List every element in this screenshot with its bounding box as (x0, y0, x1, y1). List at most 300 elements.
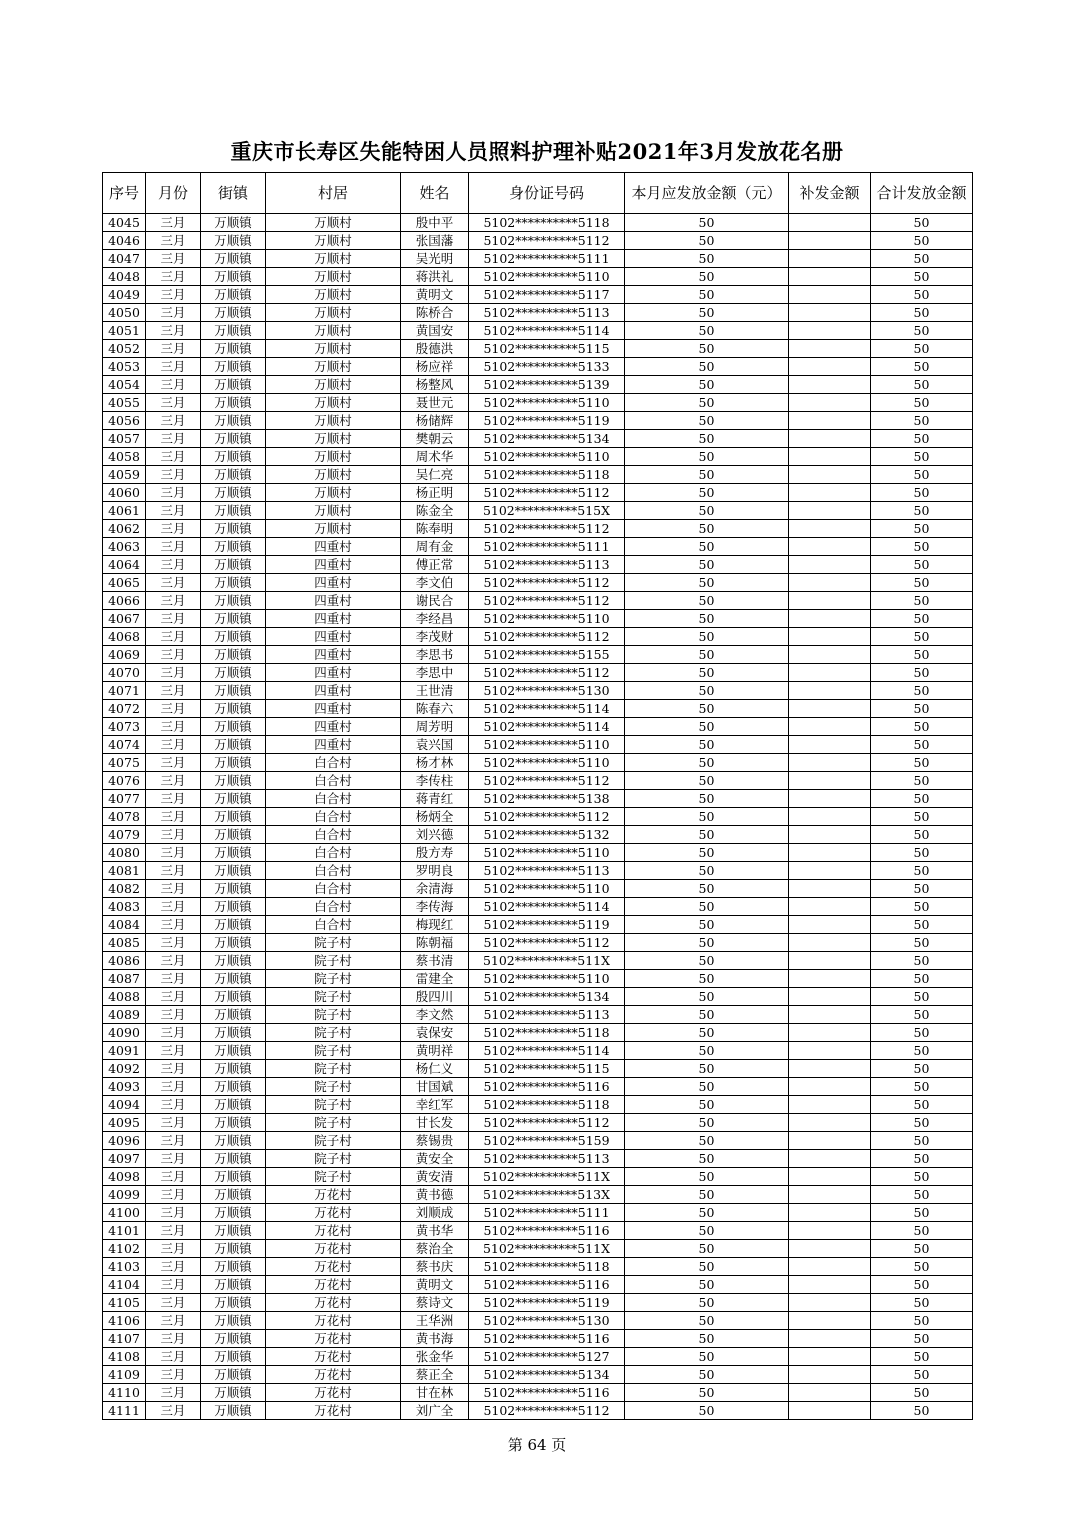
cell-name: 蒋洪礼 (401, 268, 469, 286)
cell-month: 三月 (146, 718, 201, 736)
cell-index: 4049 (103, 286, 146, 304)
cell-month: 三月 (146, 1204, 201, 1222)
cell-total-amount: 50 (871, 466, 973, 484)
cell-town: 万顺镇 (201, 1150, 266, 1168)
cell-back-pay (789, 1204, 871, 1222)
cell-index: 4102 (103, 1240, 146, 1258)
table-row (103, 1330, 973, 1348)
cell-id-number: 5102**********5112 (469, 520, 625, 538)
cell-total-amount: 50 (871, 1402, 973, 1420)
table-row (103, 556, 973, 574)
cell-name: 蔡书清 (401, 952, 469, 970)
cell-month: 三月 (146, 1096, 201, 1114)
cell-index: 4111 (103, 1402, 146, 1420)
cell-month: 三月 (146, 1276, 201, 1294)
cell-back-pay (789, 646, 871, 664)
cell-name: 蔡书庆 (401, 1258, 469, 1276)
cell-name: 陈朝福 (401, 934, 469, 952)
cell-village: 万顺村 (266, 358, 401, 376)
cell-name: 张金华 (401, 1348, 469, 1366)
cell-monthly-amount: 50 (625, 286, 789, 304)
cell-month: 三月 (146, 1222, 201, 1240)
cell-village: 四重村 (266, 574, 401, 592)
cell-total-amount: 50 (871, 772, 973, 790)
cell-back-pay (789, 1384, 871, 1402)
cell-name: 杨应祥 (401, 358, 469, 376)
cell-month: 三月 (146, 250, 201, 268)
table-row (103, 1096, 973, 1114)
table-row (103, 1006, 973, 1024)
cell-month: 三月 (146, 754, 201, 772)
cell-village: 院子村 (266, 1006, 401, 1024)
cell-id-number: 5102**********515X (469, 502, 625, 520)
cell-village: 白合村 (266, 898, 401, 916)
cell-town: 万顺镇 (201, 934, 266, 952)
cell-monthly-amount: 50 (625, 988, 789, 1006)
cell-village: 院子村 (266, 1132, 401, 1150)
cell-id-number: 5102**********5113 (469, 556, 625, 574)
cell-monthly-amount: 50 (625, 1186, 789, 1204)
cell-monthly-amount: 50 (625, 682, 789, 700)
cell-town: 万顺镇 (201, 970, 266, 988)
cell-index: 4082 (103, 880, 146, 898)
cell-monthly-amount: 50 (625, 1132, 789, 1150)
table-row (103, 232, 973, 250)
cell-town: 万顺镇 (201, 502, 266, 520)
cell-back-pay (789, 1276, 871, 1294)
cell-name: 黄书海 (401, 1330, 469, 1348)
cell-id-number: 5102**********5113 (469, 304, 625, 322)
cell-total-amount: 50 (871, 340, 973, 358)
cell-town: 万顺镇 (201, 1132, 266, 1150)
cell-id-number: 5102**********5112 (469, 808, 625, 826)
cell-month: 三月 (146, 682, 201, 700)
cell-back-pay (789, 628, 871, 646)
table-header-row (103, 173, 973, 214)
cell-back-pay (789, 520, 871, 538)
cell-monthly-amount: 50 (625, 1402, 789, 1420)
cell-monthly-amount: 50 (625, 610, 789, 628)
cell-name: 雷建全 (401, 970, 469, 988)
cell-back-pay (789, 1294, 871, 1312)
cell-index: 4098 (103, 1168, 146, 1186)
cell-monthly-amount: 50 (625, 1042, 789, 1060)
cell-monthly-amount: 50 (625, 844, 789, 862)
cell-town: 万顺镇 (201, 952, 266, 970)
cell-id-number: 5102**********5112 (469, 484, 625, 502)
cell-town: 万顺镇 (201, 826, 266, 844)
cell-village: 万花村 (266, 1294, 401, 1312)
cell-town: 万顺镇 (201, 1294, 266, 1312)
cell-month: 三月 (146, 394, 201, 412)
cell-village: 院子村 (266, 1168, 401, 1186)
cell-name: 蔡正全 (401, 1366, 469, 1384)
cell-total-amount: 50 (871, 970, 973, 988)
cell-id-number: 5102**********5111 (469, 1204, 625, 1222)
cell-monthly-amount: 50 (625, 268, 789, 286)
cell-id-number: 5102**********5114 (469, 322, 625, 340)
cell-name: 蔡诗文 (401, 1294, 469, 1312)
cell-village: 万花村 (266, 1258, 401, 1276)
cell-id-number: 5102**********5116 (469, 1222, 625, 1240)
cell-id-number: 5102**********5134 (469, 430, 625, 448)
table-row (103, 1240, 973, 1258)
cell-back-pay (789, 1240, 871, 1258)
cell-total-amount: 50 (871, 880, 973, 898)
cell-town: 万顺镇 (201, 772, 266, 790)
cell-total-amount: 50 (871, 682, 973, 700)
cell-name: 樊朝云 (401, 430, 469, 448)
cell-monthly-amount: 50 (625, 1150, 789, 1168)
table-row (103, 844, 973, 862)
cell-back-pay (789, 1186, 871, 1204)
cell-month: 三月 (146, 1024, 201, 1042)
cell-index: 4095 (103, 1114, 146, 1132)
cell-name: 幸红军 (401, 1096, 469, 1114)
table-row (103, 826, 973, 844)
cell-back-pay (789, 556, 871, 574)
cell-monthly-amount: 50 (625, 1060, 789, 1078)
cell-village: 院子村 (266, 970, 401, 988)
cell-monthly-amount: 50 (625, 1204, 789, 1222)
table-row (103, 502, 973, 520)
cell-name: 黄书德 (401, 1186, 469, 1204)
cell-total-amount: 50 (871, 1258, 973, 1276)
cell-town: 万顺镇 (201, 862, 266, 880)
cell-name: 刘兴德 (401, 826, 469, 844)
cell-total-amount: 50 (871, 1186, 973, 1204)
cell-monthly-amount: 50 (625, 1384, 789, 1402)
cell-back-pay (789, 1006, 871, 1024)
cell-name: 周芳明 (401, 718, 469, 736)
cell-village: 白合村 (266, 754, 401, 772)
cell-total-amount: 50 (871, 1042, 973, 1060)
cell-total-amount: 50 (871, 286, 973, 304)
cell-name: 李思中 (401, 664, 469, 682)
cell-id-number: 5102**********5111 (469, 538, 625, 556)
cell-month: 三月 (146, 1168, 201, 1186)
cell-village: 万花村 (266, 1384, 401, 1402)
cell-index: 4084 (103, 916, 146, 934)
cell-index: 4078 (103, 808, 146, 826)
cell-name: 黄书华 (401, 1222, 469, 1240)
cell-month: 三月 (146, 520, 201, 538)
cell-month: 三月 (146, 790, 201, 808)
cell-monthly-amount: 50 (625, 574, 789, 592)
table-row (103, 1222, 973, 1240)
cell-month: 三月 (146, 628, 201, 646)
cell-village: 院子村 (266, 1024, 401, 1042)
cell-month: 三月 (146, 286, 201, 304)
cell-id-number: 5102**********5113 (469, 862, 625, 880)
cell-index: 4106 (103, 1312, 146, 1330)
cell-back-pay (789, 1096, 871, 1114)
table-body (103, 214, 973, 1420)
cell-id-number: 5102**********5134 (469, 1366, 625, 1384)
cell-village: 万顺村 (266, 376, 401, 394)
cell-name: 甘在林 (401, 1384, 469, 1402)
cell-town: 万顺镇 (201, 484, 266, 502)
cell-name: 罗明良 (401, 862, 469, 880)
cell-id-number: 5102**********5112 (469, 628, 625, 646)
cell-id-number: 5102**********5113 (469, 1150, 625, 1168)
table-row (103, 412, 973, 430)
cell-back-pay (789, 610, 871, 628)
cell-monthly-amount: 50 (625, 916, 789, 934)
table-row (103, 1204, 973, 1222)
cell-index: 4061 (103, 502, 146, 520)
cell-total-amount: 50 (871, 952, 973, 970)
cell-name: 陈春六 (401, 700, 469, 718)
cell-monthly-amount: 50 (625, 1114, 789, 1132)
cell-village: 四重村 (266, 664, 401, 682)
cell-month: 三月 (146, 448, 201, 466)
cell-monthly-amount: 50 (625, 808, 789, 826)
table-row (103, 880, 973, 898)
cell-name: 李传海 (401, 898, 469, 916)
cell-village: 万顺村 (266, 520, 401, 538)
table-row (103, 628, 973, 646)
cell-id-number: 5102**********5115 (469, 340, 625, 358)
cell-total-amount: 50 (871, 592, 973, 610)
cell-total-amount: 50 (871, 394, 973, 412)
cell-id-number: 5102**********5119 (469, 916, 625, 934)
cell-total-amount: 50 (871, 1114, 973, 1132)
cell-town: 万顺镇 (201, 1060, 266, 1078)
cell-town: 万顺镇 (201, 1402, 266, 1420)
cell-total-amount: 50 (871, 1150, 973, 1168)
cell-id-number: 5102**********5118 (469, 1024, 625, 1042)
cell-index: 4072 (103, 700, 146, 718)
cell-total-amount: 50 (871, 1060, 973, 1078)
cell-month: 三月 (146, 466, 201, 484)
cell-monthly-amount: 50 (625, 1024, 789, 1042)
page-number: 第 64 页 (507, 1436, 567, 1454)
cell-id-number: 5102**********5118 (469, 1096, 625, 1114)
cell-village: 万花村 (266, 1312, 401, 1330)
cell-town: 万顺镇 (201, 394, 266, 412)
cell-town: 万顺镇 (201, 286, 266, 304)
cell-town: 万顺镇 (201, 736, 266, 754)
cell-id-number: 5102**********5130 (469, 682, 625, 700)
cell-monthly-amount: 50 (625, 502, 789, 520)
cell-back-pay (789, 1042, 871, 1060)
cell-id-number: 5102**********511X (469, 952, 625, 970)
table-row (103, 1348, 973, 1366)
cell-month: 三月 (146, 1060, 201, 1078)
cell-monthly-amount: 50 (625, 628, 789, 646)
cell-back-pay (789, 1312, 871, 1330)
cell-name: 蔡治全 (401, 1240, 469, 1258)
cell-month: 三月 (146, 1366, 201, 1384)
cell-town: 万顺镇 (201, 1168, 266, 1186)
cell-id-number: 5102**********5118 (469, 1258, 625, 1276)
cell-monthly-amount: 50 (625, 358, 789, 376)
cell-month: 三月 (146, 934, 201, 952)
cell-id-number: 5102**********5116 (469, 1276, 625, 1294)
cell-village: 四重村 (266, 682, 401, 700)
cell-monthly-amount: 50 (625, 1222, 789, 1240)
cell-index: 4066 (103, 592, 146, 610)
cell-month: 三月 (146, 484, 201, 502)
cell-id-number: 5102**********511X (469, 1168, 625, 1186)
cell-month: 三月 (146, 1114, 201, 1132)
cell-monthly-amount: 50 (625, 430, 789, 448)
cell-name: 周有金 (401, 538, 469, 556)
cell-name: 黄国安 (401, 322, 469, 340)
cell-monthly-amount: 50 (625, 700, 789, 718)
cell-back-pay (789, 448, 871, 466)
cell-town: 万顺镇 (201, 1240, 266, 1258)
cell-monthly-amount: 50 (625, 898, 789, 916)
cell-index: 4094 (103, 1096, 146, 1114)
table-row (103, 790, 973, 808)
cell-month: 三月 (146, 268, 201, 286)
cell-back-pay (789, 574, 871, 592)
cell-town: 万顺镇 (201, 322, 266, 340)
cell-month: 三月 (146, 916, 201, 934)
cell-monthly-amount: 50 (625, 1240, 789, 1258)
cell-monthly-amount: 50 (625, 970, 789, 988)
cell-name: 刘顺成 (401, 1204, 469, 1222)
cell-village: 院子村 (266, 1078, 401, 1096)
cell-town: 万顺镇 (201, 718, 266, 736)
cell-village: 万花村 (266, 1204, 401, 1222)
table-row (103, 898, 973, 916)
cell-month: 三月 (146, 1132, 201, 1150)
header-monthly-amount: 本月应发放金额（元） (625, 173, 789, 214)
cell-month: 三月 (146, 1384, 201, 1402)
cell-id-number: 5102**********5114 (469, 718, 625, 736)
cell-id-number: 5102**********5111 (469, 250, 625, 268)
cell-id-number: 5102**********5132 (469, 826, 625, 844)
cell-index: 4054 (103, 376, 146, 394)
table-row (103, 1132, 973, 1150)
table-row (103, 286, 973, 304)
cell-town: 万顺镇 (201, 214, 266, 232)
cell-index: 4057 (103, 430, 146, 448)
cell-village: 万花村 (266, 1186, 401, 1204)
cell-total-amount: 50 (871, 718, 973, 736)
cell-village: 院子村 (266, 1114, 401, 1132)
cell-monthly-amount: 50 (625, 1294, 789, 1312)
cell-month: 三月 (146, 880, 201, 898)
cell-name: 黄安清 (401, 1168, 469, 1186)
cell-village: 四重村 (266, 700, 401, 718)
cell-village: 白合村 (266, 844, 401, 862)
cell-id-number: 5102**********5114 (469, 898, 625, 916)
table-row (103, 1258, 973, 1276)
cell-town: 万顺镇 (201, 700, 266, 718)
cell-total-amount: 50 (871, 376, 973, 394)
cell-id-number: 5102**********5112 (469, 592, 625, 610)
cell-index: 4055 (103, 394, 146, 412)
cell-back-pay (789, 880, 871, 898)
cell-month: 三月 (146, 1186, 201, 1204)
cell-back-pay (789, 826, 871, 844)
cell-back-pay (789, 286, 871, 304)
cell-total-amount: 50 (871, 520, 973, 538)
cell-name: 甘长发 (401, 1114, 469, 1132)
cell-village: 四重村 (266, 610, 401, 628)
cell-total-amount: 50 (871, 844, 973, 862)
cell-id-number: 5102**********5117 (469, 286, 625, 304)
cell-id-number: 5102**********5114 (469, 1042, 625, 1060)
cell-back-pay (789, 1258, 871, 1276)
header-name: 姓名 (401, 173, 469, 214)
cell-month: 三月 (146, 538, 201, 556)
cell-monthly-amount: 50 (625, 826, 789, 844)
cell-index: 4087 (103, 970, 146, 988)
cell-back-pay (789, 358, 871, 376)
cell-index: 4099 (103, 1186, 146, 1204)
cell-id-number: 5102**********5116 (469, 1078, 625, 1096)
cell-id-number: 5102**********5112 (469, 934, 625, 952)
cell-village: 万花村 (266, 1348, 401, 1366)
cell-village: 万顺村 (266, 286, 401, 304)
cell-village: 万花村 (266, 1240, 401, 1258)
cell-total-amount: 50 (871, 502, 973, 520)
cell-month: 三月 (146, 1294, 201, 1312)
cell-month: 三月 (146, 1006, 201, 1024)
table-row (103, 754, 973, 772)
cell-town: 万顺镇 (201, 250, 266, 268)
cell-monthly-amount: 50 (625, 664, 789, 682)
roster-table (102, 172, 973, 1420)
cell-month: 三月 (146, 376, 201, 394)
cell-index: 4081 (103, 862, 146, 880)
cell-index: 4093 (103, 1078, 146, 1096)
cell-village: 院子村 (266, 1096, 401, 1114)
cell-town: 万顺镇 (201, 1114, 266, 1132)
cell-town: 万顺镇 (201, 1186, 266, 1204)
cell-monthly-amount: 50 (625, 304, 789, 322)
cell-total-amount: 50 (871, 826, 973, 844)
cell-id-number: 5102**********5118 (469, 466, 625, 484)
cell-id-number: 5102**********5110 (469, 844, 625, 862)
cell-monthly-amount: 50 (625, 592, 789, 610)
cell-month: 三月 (146, 1312, 201, 1330)
cell-month: 三月 (146, 574, 201, 592)
cell-name: 陈桥合 (401, 304, 469, 322)
cell-village: 万顺村 (266, 214, 401, 232)
cell-back-pay (789, 1132, 871, 1150)
cell-total-amount: 50 (871, 1348, 973, 1366)
cell-back-pay (789, 430, 871, 448)
cell-monthly-amount: 50 (625, 790, 789, 808)
cell-back-pay (789, 502, 871, 520)
cell-town: 万顺镇 (201, 844, 266, 862)
cell-total-amount: 50 (871, 538, 973, 556)
cell-total-amount: 50 (871, 1294, 973, 1312)
cell-back-pay (789, 394, 871, 412)
header-back-pay: 补发金额 (789, 173, 871, 214)
cell-name: 殷中平 (401, 214, 469, 232)
cell-town: 万顺镇 (201, 1366, 266, 1384)
table-row (103, 430, 973, 448)
table-row (103, 1042, 973, 1060)
cell-total-amount: 50 (871, 664, 973, 682)
table-row (103, 592, 973, 610)
cell-id-number: 5102**********5159 (469, 1132, 625, 1150)
cell-village: 院子村 (266, 1060, 401, 1078)
cell-monthly-amount: 50 (625, 952, 789, 970)
cell-month: 三月 (146, 700, 201, 718)
cell-id-number: 5102**********5116 (469, 1330, 625, 1348)
cell-back-pay (789, 700, 871, 718)
cell-id-number: 5102**********5110 (469, 610, 625, 628)
cell-month: 三月 (146, 646, 201, 664)
